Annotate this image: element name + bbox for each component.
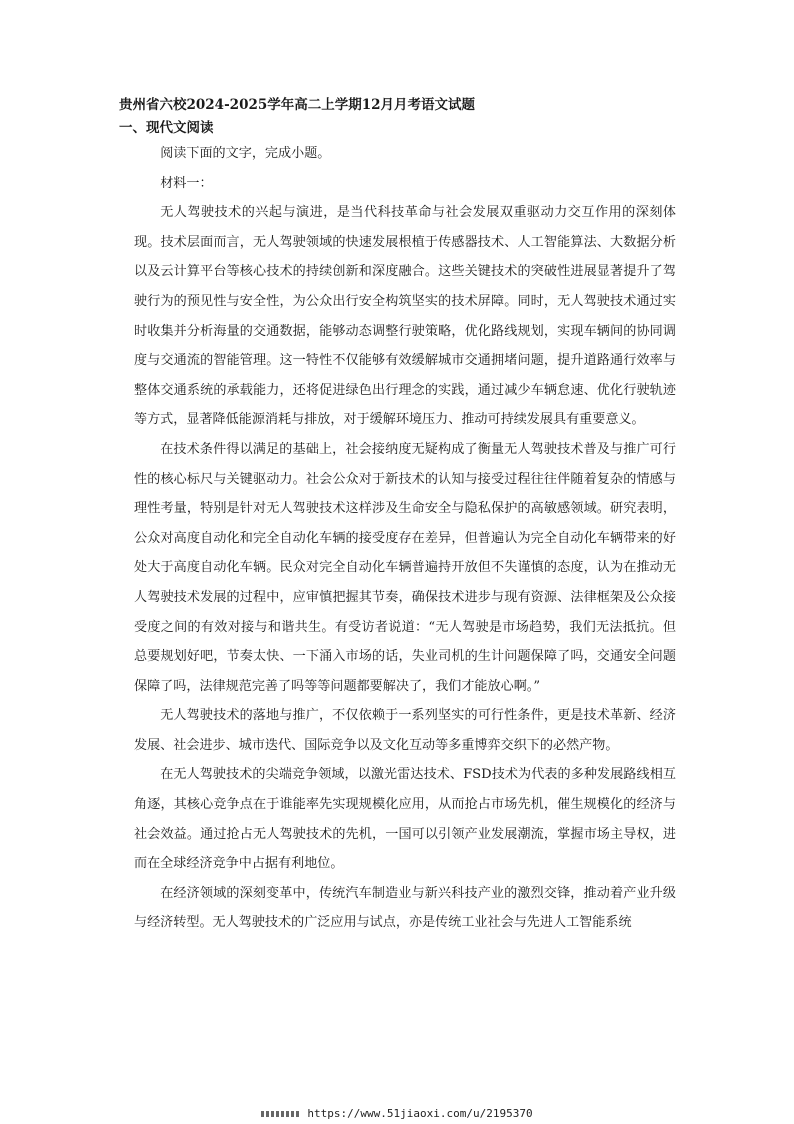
footer-url[interactable]: https://www.51jiaoxi.com/u/2195370 (307, 1107, 533, 1120)
document-title: 贵州省六校2024-2025学年高二上学期12月月考语文试题 (119, 97, 476, 113)
body-paragraph: 无人驾驶技术的兴起与演进，是当代科技革命与社会发展双重驱动力交互作用的深刻体现。技术层面而言，无人驾驶领域的快速发展根植于传感器技术、人工智能算法、大数据分析以及云计算平台等核心技术的持续创新和深度融合。这些关键技术的突破性进展显著提升了驾驶行为的预见性与安全性，为公众出行安全构筑坚实的技术屏障。同时，无人驾驶技术通过实时收集并分析海量的交通数据，能够动态调整行驶策略，优化路线规划，实现车辆间的协同调度与交通流的智能管理。这一特性不仅能够有效缓解城市交通拥堵问题，提升道路通行效率与整体交通系统的承载能力，还将促进绿色出行理念的实践，通过减少车辆怠速、优化行驶轨迹等方式，显著降低能源消耗与排放，对于缓解环境压力、推动可持续发展具有重要意义。 (134, 205, 676, 428)
document-body (134, 139, 676, 938)
body-paragraph: 无人驾驶技术的落地与推广，不仅依赖于一系列坚实的可行性条件，更是技术革新、经济发展、社会进步、城市迭代、国际竞争以及文化互动等多重博弈交织下的必然产物。 (134, 708, 676, 753)
page-footer (0, 1107, 794, 1121)
body-paragraph: 在经济领域的深刻变革中，传统汽车制造业与新兴科技产业的激烈交锋，推动着产业升级与经济转型。无人驾驶技术的广泛应用与试点，亦是传统工业社会与先进人工智能系统 (134, 885, 676, 931)
body-paragraph: 在无人驾驶技术的尖端竞争领域，以激光雷达技术、FSD技术为代表的多种发展路线相互角逐，其核心竞争点在于谁能率先实现规模化应用，从而抢占市场先机，催生规模化的经济与社会效益。通过抢占无人驾驶技术的先机，一国可以引领产业发展潮流，掌握市场主导权，进而在全球经济竞争中占据有利地位。 (134, 767, 676, 872)
instruction-paragraph: 阅读下面的文字，完成小题。 (160, 146, 331, 161)
section-heading: 一、现代文阅读 (119, 120, 214, 136)
watermark-logo (261, 1111, 301, 1117)
material-label: 材料一： (160, 175, 213, 191)
body-paragraph: 在技术条件得以满足的基础上，社会接纳度无疑构成了衡量无人驾驶技术普及与推广可行性的核心标尺与关键驱动力。社会公众对于新技术的认知与接受过程往往伴随着复杂的情感与理性考量，特别是针对无人驾驶技术这样涉及生命安全与隐私保护的高敏感领域。研究表明，公众对高度自动化和完全自动化车辆的接受度存在差异，但普遍认为完全自动化车辆带来的好处大于高度自动化车辆。民众对完全自动化车辆普遍持开放但不失谨慎的态度，认为在推动无人驾驶技术发展的过程中，应审慎把握其节奏，确保技术进步与现有资源、法律框架及公众接受度之间的有效对接与和谐共生。有受访者说道：“无人驾驶是市场趋势，我们无法抵抗。但总要规划好吧，节奏太快、一下涌入市场的话，失业司机的生计问题保障了吗，交通安全问题保障了吗，法律规范完善了吗等等问题都要解决了，我们才能放心啊。” (134, 441, 676, 694)
